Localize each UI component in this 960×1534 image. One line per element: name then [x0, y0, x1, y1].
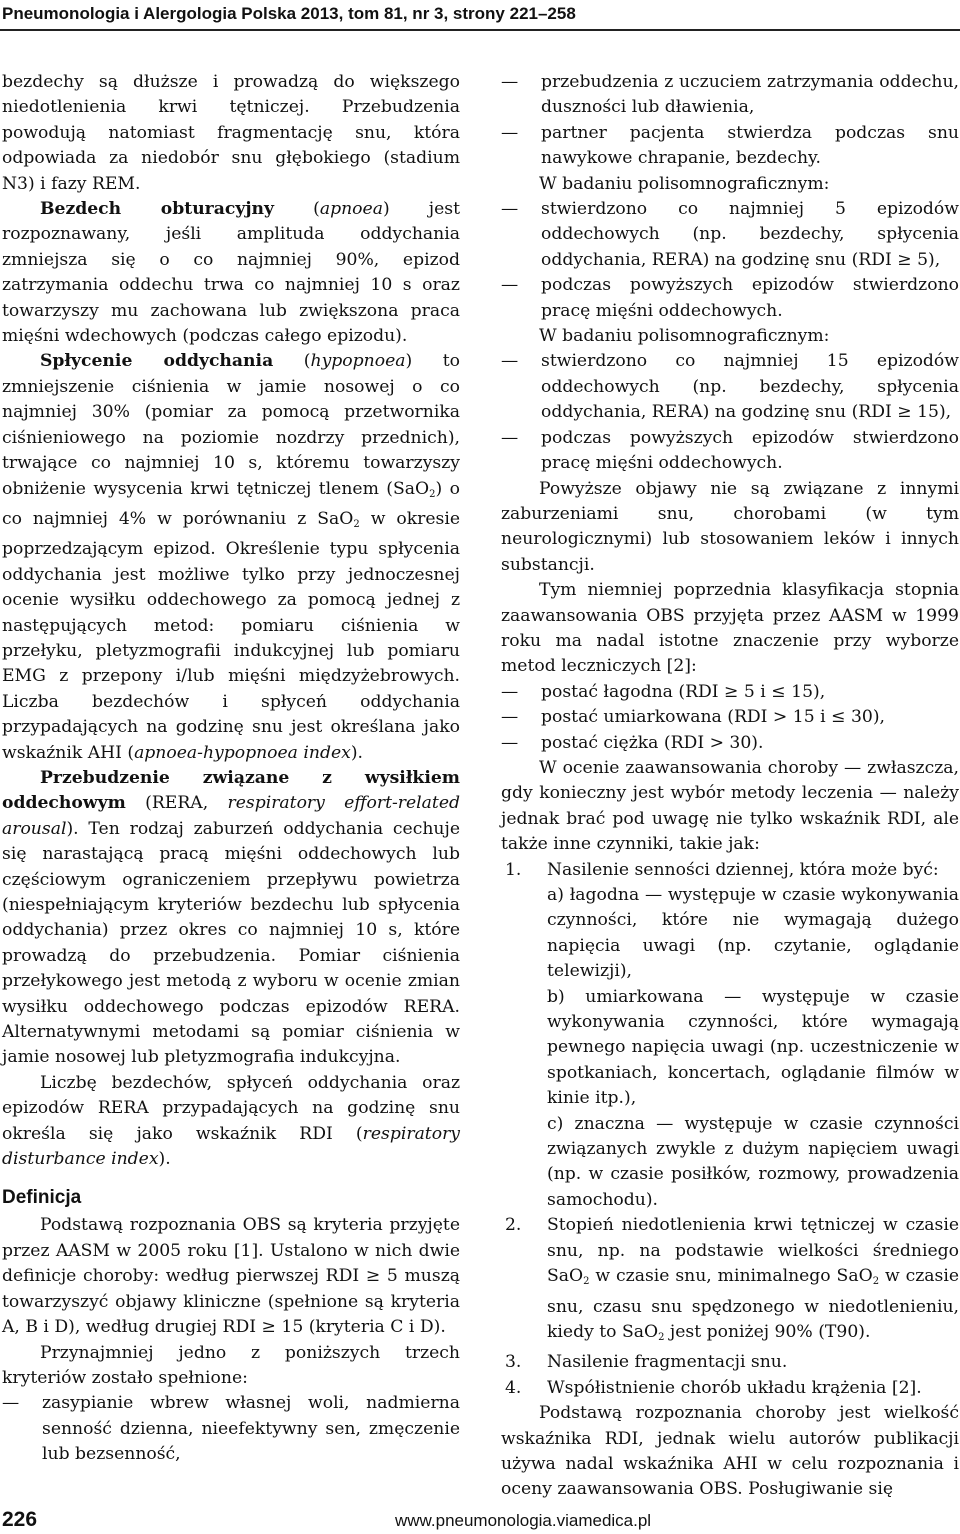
sub-item: a) łagodna — występuje w czasie wykonywania czynności, które nie wymagają dużego napięcia uwagi (np. czytanie, oglądanie telewizji), — [547, 885, 959, 982]
dash-marker: — — [2, 1393, 20, 1414]
list-item-text: postać łagodna (RDI ≥ 5 i ≤ 15), — [541, 681, 826, 702]
list-item — [501, 273, 959, 324]
item-number: 2. — [505, 1215, 522, 1236]
text: w okresie poprzedzającym epizod. Określenie typu spłycenia oddychania jest możliwe tylko przy jednoczesnej ocenie wysiłku oddechowego za pomocą jednej z następujących metod: pomiaru ciśnienia w przełyku, pletyzmografii indukcyjnej lub pomiaru EMG z przepony i/lub mięśni międzyżebrowych. Liczba bezdechów i spłyceń oddychania przypadających na godzinę snu jest określana jako wskaźnik AHI ( — [2, 508, 460, 763]
subscript: 2 — [583, 1276, 590, 1288]
list-item — [501, 121, 959, 172]
list-item-text: podczas powyższych epizodów stwierdzono pracę mięśni oddechowych. — [541, 275, 959, 321]
sub-item: c) znaczna — występuje w czasie czynności związanych zwykle z dużym napięciem uwagi (np. w czasie posiłków, rozmowy, prowadzenia samochodu). — [547, 1113, 959, 1210]
text: ) o co najmniej 4% w porównaniu z SaO — [2, 478, 460, 529]
dash-marker: — — [501, 707, 519, 728]
numbered-item — [501, 1350, 959, 1375]
paragraph: Przynajmniej jedno z poniższych trzech kryteriów zostało spełnione: — [2, 1342, 460, 1388]
subscript: 2 — [872, 1276, 880, 1288]
dash-marker: — — [501, 681, 519, 702]
numbered-item-text: Nasilenie fragmentacji snu. — [547, 1352, 788, 1373]
list-item — [2, 1391, 460, 1467]
list-item-text: postać ciężka (RDI > 30). — [541, 732, 764, 753]
paragraph: W ocenie zaawansowania choroby — zwłaszcza, gdy konieczny jest wybór metody leczenia — należy jednak brać pod uwagę nie tylko wskaźnik RDI, ale także inne czynniki, takie jak: — [501, 757, 959, 855]
text: jest poniżej 90% (T90). — [664, 1321, 871, 1342]
subscript: 2 — [429, 488, 436, 500]
italic-text: apnoea-hypopnoea index — [134, 742, 351, 763]
numbered-item — [501, 1376, 959, 1401]
term-rera: Przebudzenie związane z wysiłkiem oddechowym — [2, 767, 460, 814]
item-number: 3. — [505, 1352, 522, 1373]
paragraph-apnoea — [2, 197, 460, 349]
italic-text: apnoea — [319, 199, 383, 220]
text: w czasie snu, czasu snu spędzonego w niedotlenieniu, kiedy to SaO — [547, 1266, 959, 1342]
text: Liczbę bezdechów, spłyceń oddychania oraz epizodów RERA przypadających na godzinę snu określa się jako wskaźnik RDI ( — [2, 1072, 460, 1144]
journal-url: www.pneumonologia.viamedica.pl — [395, 1511, 652, 1530]
text: w czasie snu, minimalnego SaO — [589, 1266, 873, 1287]
paragraph-rdi — [2, 1071, 460, 1173]
list-item — [501, 680, 959, 705]
numbered-item — [501, 1213, 959, 1350]
paragraph: Podstawą rozpoznania OBS są kryteria przyjęte przez AASM w 2005 roku [1]. Ustalono w nich dwie definicje choroby: według pierwszej RDI ≥ 5 muszą towarzyszyć objawy kliniczne (spełnione są kryteria A, B i D), według drugiej RDI ≥ 15 (kryteria C i D). — [2, 1215, 460, 1338]
dash-marker: — — [501, 122, 519, 143]
dash-marker: — — [501, 199, 519, 220]
dash-marker: — — [501, 275, 519, 296]
list-item — [501, 426, 959, 477]
journal-citation: Pneumonologia i Alergologia Polska 2013, tom 81, nr 3, strony 221–258 — [2, 4, 576, 23]
dash-marker: — — [501, 427, 519, 448]
paragraph-rera — [2, 766, 460, 1071]
page-number: 226 — [2, 1508, 38, 1531]
numbered-item-text: Współistnienie chorób układu krążenia [2]. — [547, 1377, 922, 1398]
text: ) jest rozpoznawany, jeśli amplituda oddychania zmniejsza się o co najmniej 90%, epizod zatrzymania oddechu trwa co najmniej 10 s oraz towarzyszy mu zachowana lub zwiększona praca mięśni wdechowych (podczas całego epizodu). — [2, 199, 460, 347]
list-item-text: zasypianie wbrew własnej woli, nadmierna senność dzienna, nieefektywny sen, zmęczenie lub bezsenność, — [42, 1393, 460, 1465]
left-column — [2, 70, 460, 1468]
text: Stopień niedotlenienia krwi tętniczej w czasie snu, np. na podstawie wielkości średniego SaO — [547, 1215, 959, 1287]
dash-marker: — — [501, 732, 519, 753]
italic-text: respiratory effort-related arousal — [2, 793, 461, 839]
item-number: 4. — [505, 1377, 522, 1398]
paragraph: bezdechy są dłuższe i prowadzą do większego niedotlenienia krwi tętniczej. Przebudzenia powodują natomiast fragmentację snu, która odpowiada za niedobór snu głębokiego (stadium N3) i fazy REM. — [2, 72, 460, 194]
item-number: 1. — [505, 859, 522, 880]
text: ). — [350, 742, 363, 763]
list-item-text: podczas powyższych epizodów stwierdzono pracę mięśni oddechowych. — [541, 427, 959, 474]
text: (RERA, — [125, 793, 228, 814]
paragraph: Powyższe objawy nie są związane z innymi zaburzeniami snu, chorobami (w tym neurologicznymi) lub stosowaniem leków i innych substancji. — [501, 478, 959, 575]
sub-item: b) umiarkowana — występuje w czasie wykonywania czynności, które wymagają pewnego napięcia uwagi (np. uczestniczenie w spotkaniach, koncertach, oglądanie filmów w kinie itp.), — [547, 986, 959, 1109]
list-item — [501, 731, 959, 756]
right-column — [501, 70, 959, 1503]
paragraph: Tym niemniej poprzednia klasyfikacja stopnia zaawansowania OBS przyjęta przez AASM w 1999 roku ma nadal istotne znaczenie przy wyborze metod leczniczych [2]: — [501, 580, 959, 677]
page-footer — [0, 1506, 960, 1534]
list-item-text: przebudzenia z uczuciem zatrzymania oddechu, duszności lub dławienia, — [541, 72, 959, 118]
list-item — [501, 70, 959, 121]
list-item — [501, 705, 959, 730]
paragraph: W badaniu polisomnograficznym: — [539, 173, 830, 194]
text: ( — [273, 351, 311, 372]
dash-marker: — — [501, 72, 519, 92]
paragraph: W badaniu polisomnograficznym: — [539, 326, 830, 347]
italic-text: respiratory disturbance index — [2, 1123, 460, 1170]
list-item — [501, 197, 959, 273]
list-item — [501, 349, 959, 425]
paragraph-hypopnoea — [2, 349, 460, 766]
header-rule — [0, 29, 960, 31]
subscript: 2 — [353, 518, 360, 530]
subscript: 2 — [658, 1331, 665, 1343]
text: ). Ten rodzaj zaburzeń oddychania cechuje się narastającą pracą mięśni oddechowych lub częściowym ograniczeniem przepływu powietrza (niespełniającym kryteriów bezdechu lub spłycenia oddychania) przez okres co najmniej 10 s, które prowadzą do przebudzenia. Pomiar ciśnienia przełykowego jest metodą z wyboru w ocenie zmian wysiłku oddechowego podczas epizodów RERA. Alternatywnymi metodami są pomiar ciśnienia w jamie nosowej lub pletyzmografia indukcyjna. — [2, 818, 460, 1068]
text: ) to zmniejszenie ciśnienia w jamie nosowej o co najmniej 30% (pomiar za pomocą przetwornika ciśnieniowego na poziomie nozdrzy przednich), trwające co najmniej 10 s, któremu towarzyszy obniżenie wysycenia krwi tętniczej tlenem (SaO — [2, 351, 461, 499]
running-header — [0, 0, 960, 27]
dash-marker: — — [501, 351, 519, 372]
term-apnoea: Bezdech obturacyjny — [40, 199, 275, 220]
section-title: Definicja — [2, 1187, 82, 1209]
italic-text: hypopnoea — [310, 351, 406, 372]
list-item-text: stwierdzono co najmniej 5 epizodów oddechowych (np. bezdechy, spłycenia oddychania, RERA) na godzinę snu (RDI ≥ 5), — [541, 199, 959, 270]
text: ). — [158, 1149, 171, 1170]
list-item-text: postać umiarkowana (RDI > 15 i ≤ 30), — [541, 707, 885, 728]
numbered-item — [501, 858, 959, 1214]
list-item-text: stwierdzono co najmniej 15 epizodów oddechowych (np. bezdechy, spłycenia oddychania, RERA) na godzinę snu (RDI ≥ 15), — [541, 351, 959, 423]
paragraph: Podstawą rozpoznania choroby jest wielkość wskaźnika RDI, jednak wielu autorów publikacji używa nadal wskaźnika AHI w celu rozpoznania i oceny zaawansowania OBS. Posługiwanie się — [501, 1403, 959, 1500]
text: ( — [274, 199, 320, 220]
list-item-text: partner pacjenta stwierdza podczas snu nawykowe chrapanie, bezdechy. — [541, 122, 959, 169]
numbered-item-text: Nasilenie senności dziennej, która może być: — [547, 859, 939, 880]
term-hypopnoea: Spłycenie oddychania — [40, 351, 274, 372]
